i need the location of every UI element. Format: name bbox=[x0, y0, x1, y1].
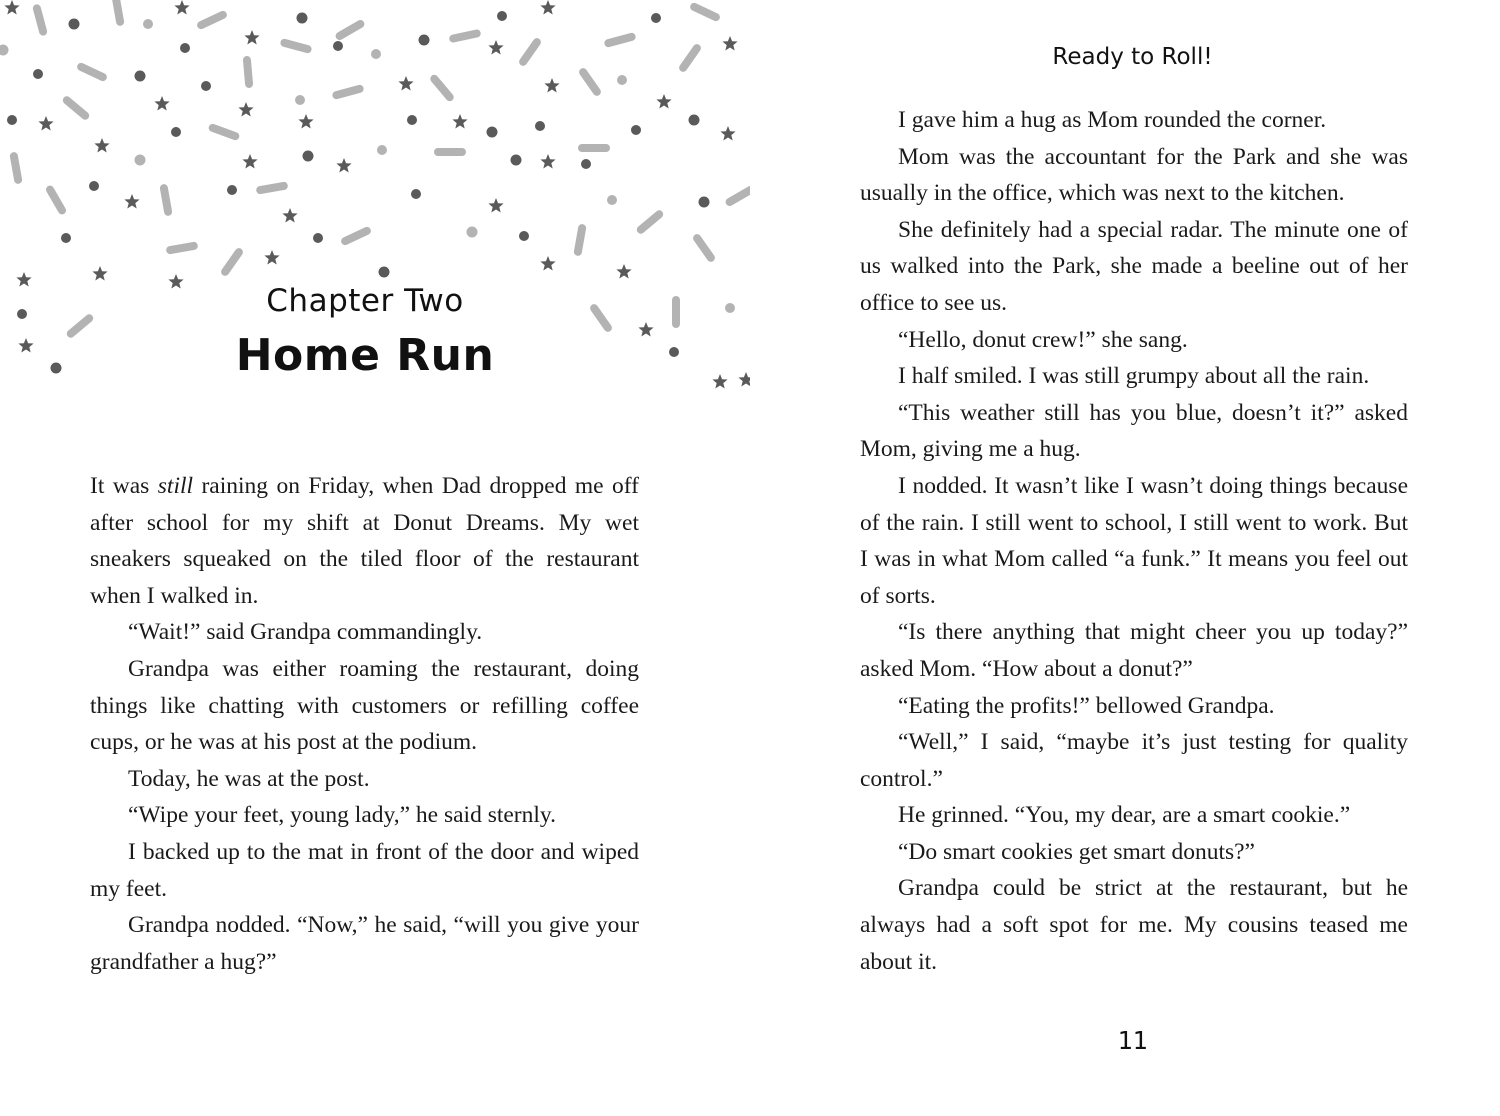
dot-icon bbox=[581, 159, 591, 169]
dot-icon bbox=[135, 71, 146, 82]
sprinkle-icon bbox=[166, 241, 199, 254]
sprinkle-icon bbox=[220, 247, 245, 278]
dot-icon bbox=[171, 127, 181, 137]
dot-icon bbox=[487, 127, 498, 138]
right-page bbox=[750, 0, 1500, 1116]
sprinkle-icon bbox=[434, 148, 466, 156]
sprinkle-icon bbox=[76, 62, 108, 83]
dot-icon bbox=[303, 151, 314, 162]
dot-icon bbox=[371, 49, 381, 59]
star-icon bbox=[298, 114, 313, 129]
sprinkle-icon bbox=[578, 144, 610, 152]
sprinkle-icon bbox=[724, 185, 750, 208]
paragraph: Today, he was at the post. bbox=[128, 765, 370, 792]
running-head: Ready to Roll! bbox=[1052, 44, 1213, 70]
star-icon bbox=[540, 0, 555, 15]
star-icon bbox=[720, 126, 735, 141]
right-body-text bbox=[860, 102, 1408, 980]
paragraph: “This weather still has you blue, doesn’t it?” asked Mom, giving me a hug. bbox=[860, 399, 1408, 463]
paragraph: I half smiled. I was still grumpy about all the rain. bbox=[898, 363, 1370, 390]
star-icon bbox=[738, 372, 750, 387]
chapter-title: Home Run bbox=[235, 330, 495, 381]
sprinkle-icon bbox=[45, 184, 68, 216]
dot-icon bbox=[607, 195, 617, 205]
dot-icon bbox=[333, 41, 343, 51]
paragraph: Grandpa could be strict at the restaurant, but he always had a soft spot for me. My cousins teased me about it. bbox=[860, 875, 1408, 975]
dot-icon bbox=[535, 121, 545, 131]
dot-icon bbox=[143, 19, 153, 29]
sprinkle-icon bbox=[334, 19, 366, 42]
dot-icon bbox=[689, 115, 700, 126]
dot-icon bbox=[699, 197, 710, 208]
paragraph: “Do smart cookies get smart donuts?” bbox=[898, 838, 1255, 865]
paragraph: I nodded. It wasn’t like I wasn’t doing things because of the rain. I still went to school, I still went to work. But I was in what Mom called “a funk.” It means you feel out of sorts. bbox=[860, 472, 1408, 609]
dot-icon bbox=[227, 185, 237, 195]
paragraph: She definitely had a special radar. The minute one of us walked into the Park, she made a beeline out of her office to see us. bbox=[860, 216, 1408, 316]
star-icon bbox=[398, 76, 413, 91]
dot-icon bbox=[617, 75, 627, 85]
paragraph: I backed up to the mat in front of the door and wiped my feet. bbox=[90, 838, 639, 902]
dot-icon bbox=[411, 189, 421, 199]
sprinkle-icon bbox=[604, 32, 637, 48]
star-icon bbox=[238, 102, 253, 117]
dot-icon bbox=[419, 35, 430, 46]
sprinkle-icon bbox=[449, 29, 482, 43]
sprinkle-icon bbox=[518, 37, 543, 68]
paragraph: It was still raining on Friday, when Dad dropped me off after school for my shift at Donut Dreams. My wet sneakers squeaked on the tiled floor of the restaurant when I walked in. bbox=[90, 473, 639, 609]
star-icon bbox=[656, 94, 671, 109]
star-icon bbox=[616, 264, 631, 279]
sprinkle-icon bbox=[111, 0, 124, 26]
dot-icon bbox=[379, 267, 390, 278]
dot-icon bbox=[135, 155, 146, 166]
paragraph: Grandpa nodded. “Now,” he said, “will you give your grandfather a hug?” bbox=[90, 912, 639, 975]
star-icon bbox=[336, 158, 351, 173]
sprinkle-icon bbox=[332, 84, 365, 100]
sprinkle-icon bbox=[635, 209, 665, 236]
left-body-text bbox=[90, 468, 639, 980]
sprinkle-icon bbox=[573, 224, 586, 257]
paragraph: He grinned. “You, my dear, are a smart cookie.” bbox=[898, 802, 1351, 829]
sprinkle-icon bbox=[578, 67, 603, 98]
star-icon bbox=[722, 36, 737, 51]
dot-icon bbox=[7, 115, 17, 125]
sprinkle-icon bbox=[159, 184, 172, 217]
dot-icon bbox=[407, 115, 417, 125]
star-icon bbox=[264, 250, 279, 265]
sprinkle-icon bbox=[9, 152, 22, 185]
star-icon bbox=[540, 154, 555, 169]
star-icon bbox=[488, 198, 503, 213]
sprinkle-icon bbox=[340, 226, 372, 247]
sprinkle-icon bbox=[61, 95, 91, 122]
page-number: 11 bbox=[1117, 1026, 1148, 1055]
star-icon bbox=[124, 194, 139, 209]
dot-icon bbox=[201, 81, 211, 91]
sprinkle-icon bbox=[32, 4, 48, 37]
paragraph: “Wait!” said Grandpa commandingly. bbox=[128, 619, 483, 646]
star-icon bbox=[174, 0, 189, 15]
dot-icon bbox=[89, 181, 99, 191]
dot-icon bbox=[33, 69, 43, 79]
sprinkle-icon bbox=[208, 123, 241, 141]
star-icon bbox=[154, 96, 169, 111]
sprinkle-icon bbox=[256, 181, 289, 194]
dot-icon bbox=[61, 233, 71, 243]
sprinkle-icon bbox=[429, 73, 456, 103]
paragraph: “Is there anything that might cheer you up today?” asked Mom. “How about a donut?” bbox=[860, 619, 1408, 682]
dot-icon bbox=[631, 125, 641, 135]
star-icon bbox=[38, 116, 53, 131]
star-icon bbox=[92, 266, 107, 281]
star-icon bbox=[244, 30, 259, 45]
paragraph: “Hello, donut crew!” she sang. bbox=[898, 326, 1188, 353]
dot-icon bbox=[0, 45, 9, 56]
star-icon bbox=[282, 208, 297, 223]
sprinkle-icon bbox=[689, 2, 721, 23]
paragraph: “Wipe your feet, young lady,” he said sternly. bbox=[128, 802, 557, 829]
dot-icon bbox=[519, 231, 529, 241]
paragraph: Grandpa was either roaming the restaurant, doing things like chatting with customers or refilling coffee cups, or he was at his post at the podium. bbox=[90, 655, 639, 756]
dot-icon bbox=[467, 227, 478, 238]
sprinkle-icon bbox=[692, 233, 717, 264]
dot-icon bbox=[651, 13, 661, 23]
dot-icon bbox=[497, 11, 507, 21]
star-icon bbox=[540, 256, 555, 271]
sprinkle-icon bbox=[678, 43, 703, 74]
paragraph: “Eating the profits!” bellowed Grandpa. bbox=[898, 692, 1275, 719]
star-icon bbox=[544, 78, 559, 93]
paragraph: I gave him a hug as Mom rounded the corner. bbox=[898, 107, 1327, 133]
dot-icon bbox=[377, 145, 387, 155]
star-icon bbox=[94, 138, 109, 153]
sprinkle-icon bbox=[243, 56, 254, 89]
dot-icon bbox=[511, 155, 522, 166]
chapter-label: Chapter Two bbox=[266, 283, 464, 319]
star-icon bbox=[488, 40, 503, 55]
paragraph: Mom was the accountant for the Park and she was usually in the office, which was next to the kitchen. bbox=[860, 143, 1408, 207]
star-icon bbox=[452, 114, 467, 129]
dot-icon bbox=[180, 43, 190, 53]
star-icon bbox=[4, 0, 19, 15]
dot-icon bbox=[69, 19, 80, 30]
paragraph: “Well,” I said, “maybe it’s just testing for quality control.” bbox=[860, 729, 1408, 792]
sprinkle-icon bbox=[280, 38, 313, 54]
dot-icon bbox=[313, 233, 323, 243]
dot-icon bbox=[295, 95, 305, 105]
sprinkle-icon bbox=[196, 10, 228, 31]
dot-icon bbox=[297, 13, 308, 24]
star-icon bbox=[242, 154, 257, 169]
